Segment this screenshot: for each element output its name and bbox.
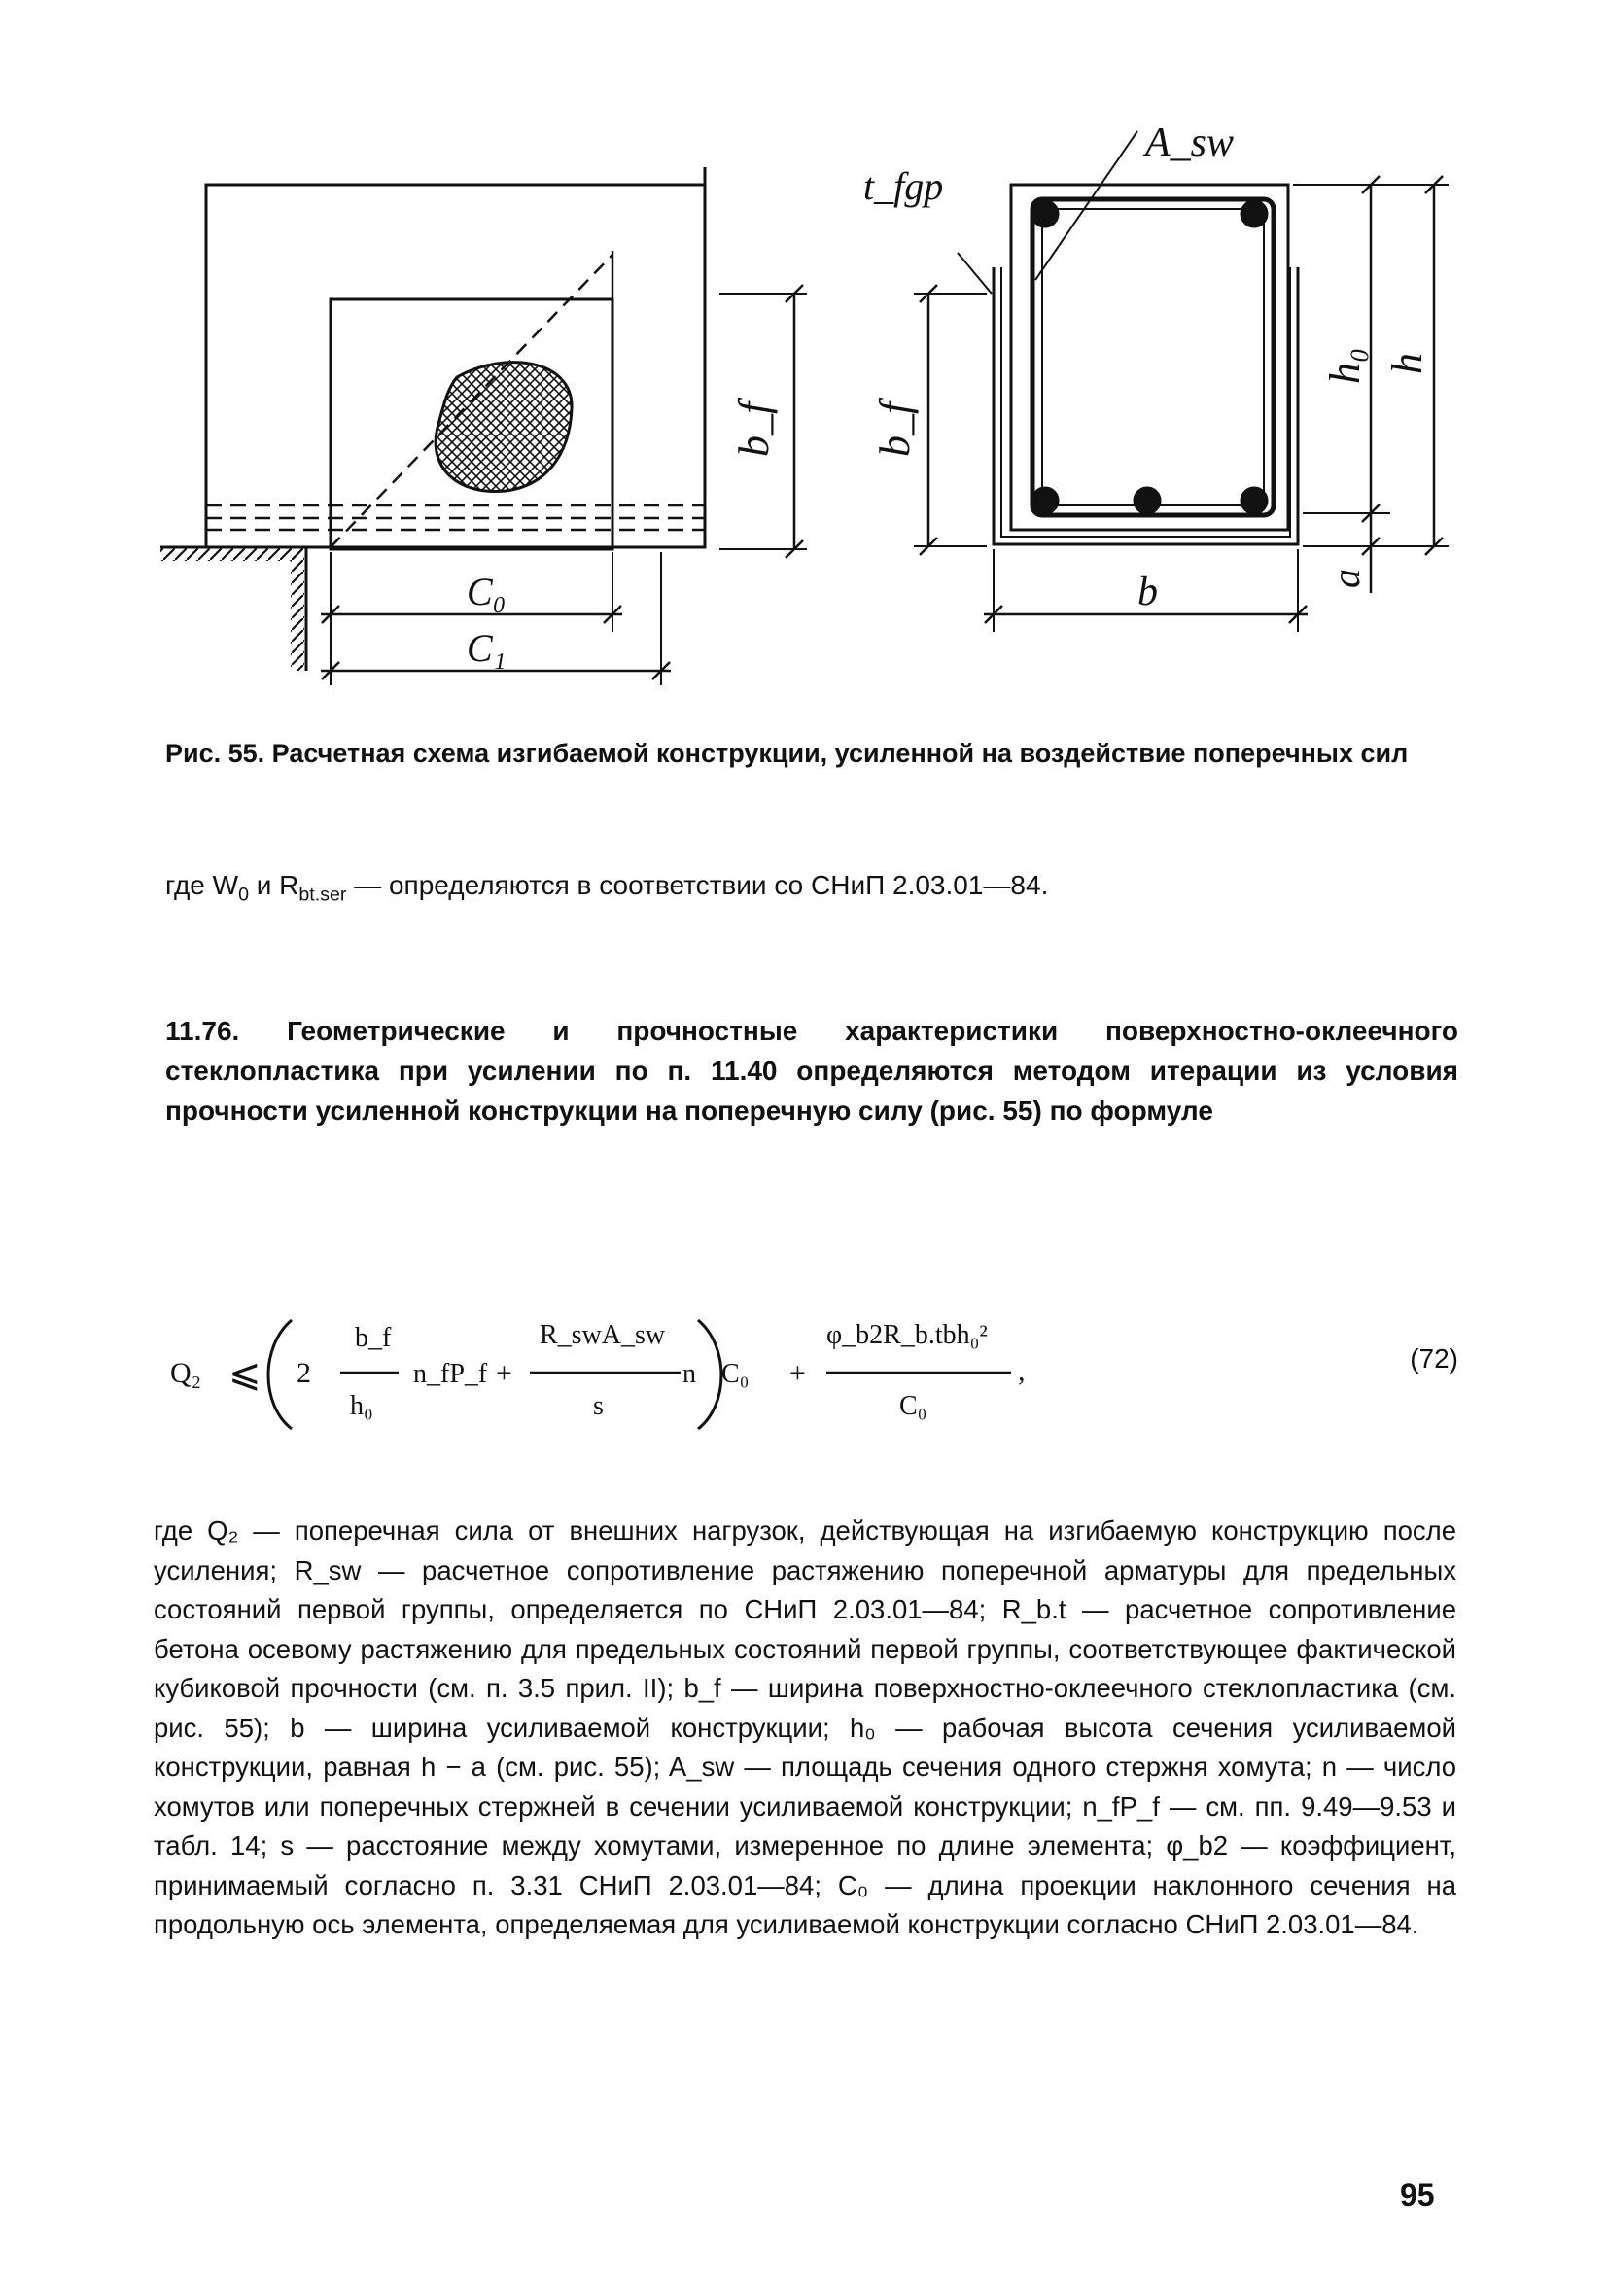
label-bf-right: b_f: [871, 401, 919, 457]
figure-caption: Рис. 55. Расчетная схема изгибаемой конструкции, усиленной на воздействие поперечных сил: [165, 739, 1409, 768]
rebar-top-right: [1241, 201, 1267, 226]
rebar-top-left: [1032, 201, 1058, 226]
label-h: h: [1383, 353, 1431, 374]
label-asw: A_sw: [1145, 121, 1235, 165]
frac2-num: R_swA_sw: [540, 1320, 666, 1350]
rebar-bottom-middle: [1135, 488, 1160, 513]
formula-plus-1: +: [496, 1357, 512, 1389]
definitions-paragraph: где Q₂ — поперечная сила от внешних нагрузок, действующая на изгибаемую конструкцию после усиления; R_sw — расчетное сопротивление растяжению поперечной арматуры для предельных состояний первой группы, определяется по СНиП 2.03.01—84; R_b.t — расчетное сопротивление бетона осевому растяжению для предельных состояний первой группы, соответствующее фактической кубиковой прочности (см. п. 3.5 прил. II); b_f — ширина поверхностно-оклеечного стеклопластика (см. рис. 55); b — ширина усиливаемой конструкции; h₀ — рабочая высота сечения усиливаемой конструкции, равная h − a (см. рис. 55); A_sw — площадь сечения одного стержня хомута; n — число хомутов или поперечных стержней в сечении усиливаемой конструкции; n_fP_f — см. пп. 9.49—9.53 и табл. 14; s — расстояние между хомутами, измеренное по длине элемента; φ_b2 — коэффициент, принимаемый согласно п. 3.31 СНиП 2.03.01—84; C₀ — длина проекции наклонного сечения на продольную ось элемента, определяемая для усиливаемой конструкции согласно СНиП 2.03.01—84.: [154, 1515, 1456, 1939]
formula-n: n: [682, 1359, 696, 1389]
page-number: 95: [1400, 2177, 1435, 2212]
formula-comma: ,: [1018, 1355, 1026, 1387]
frac1-den: h₀: [350, 1391, 373, 1421]
support: [160, 547, 306, 671]
paragraph-body: Геометрические и прочностные характеристики поверхностно-оклеечного стеклопластика при усилении по п. 11.40 определяются методом итерации из условия прочности усиленной конструкции на поперечную силу (рис. 55) по формуле: [165, 1016, 1458, 1126]
formula-relation: ⩽: [228, 1351, 262, 1395]
frac2-den: s: [593, 1391, 604, 1421]
formula-c0: C₀: [721, 1359, 750, 1389]
formula-nfpf: n_fP_f: [413, 1359, 488, 1389]
longitudinal-bars: [206, 505, 705, 530]
paragraph-11-76: [165, 1011, 1458, 1131]
beam-outline: [206, 185, 705, 547]
frac3-den: C₀: [899, 1391, 927, 1421]
formula-lhs: Q₂: [170, 1357, 202, 1389]
paragraph-number: 11.76.: [165, 1016, 240, 1046]
stirrup: [1032, 199, 1274, 515]
label-a: a: [1324, 569, 1368, 588]
line1-sub-0: 0: [238, 884, 249, 906]
frac3-num: φ_b2R_b.tbh₀²: [826, 1320, 988, 1350]
line1-part-c: — определяются в соответствии со СНиП 2.03.01—84.: [346, 870, 1049, 900]
rebar-bottom-right: [1241, 488, 1267, 513]
formula-plus-2: +: [789, 1357, 806, 1389]
figure-55: [0, 0, 1608, 719]
definition-line: [165, 865, 1449, 916]
damaged-zone: [436, 363, 572, 492]
label-b: b: [1137, 570, 1158, 614]
label-h0: h₀: [1321, 347, 1369, 384]
formula-number: (72): [1410, 1343, 1458, 1374]
line1-part-a: где W: [165, 870, 239, 900]
label-tfgp: t_fgp: [863, 164, 944, 208]
formula-number-box: [165, 1293, 1468, 1439]
label-c1: C₁: [467, 626, 507, 670]
frac1-num: b_f: [355, 1323, 392, 1353]
line1-sub-bt-ser: bt.ser: [298, 884, 347, 906]
line1-part-b: и R: [248, 870, 299, 900]
section-outline: [1011, 185, 1288, 530]
formula-two: 2: [297, 1357, 311, 1389]
tfgp-leader: [958, 253, 992, 294]
rebar-bottom-left: [1032, 488, 1058, 513]
label-bf-left: b_f: [730, 401, 778, 457]
label-c0: C₀: [467, 570, 507, 613]
